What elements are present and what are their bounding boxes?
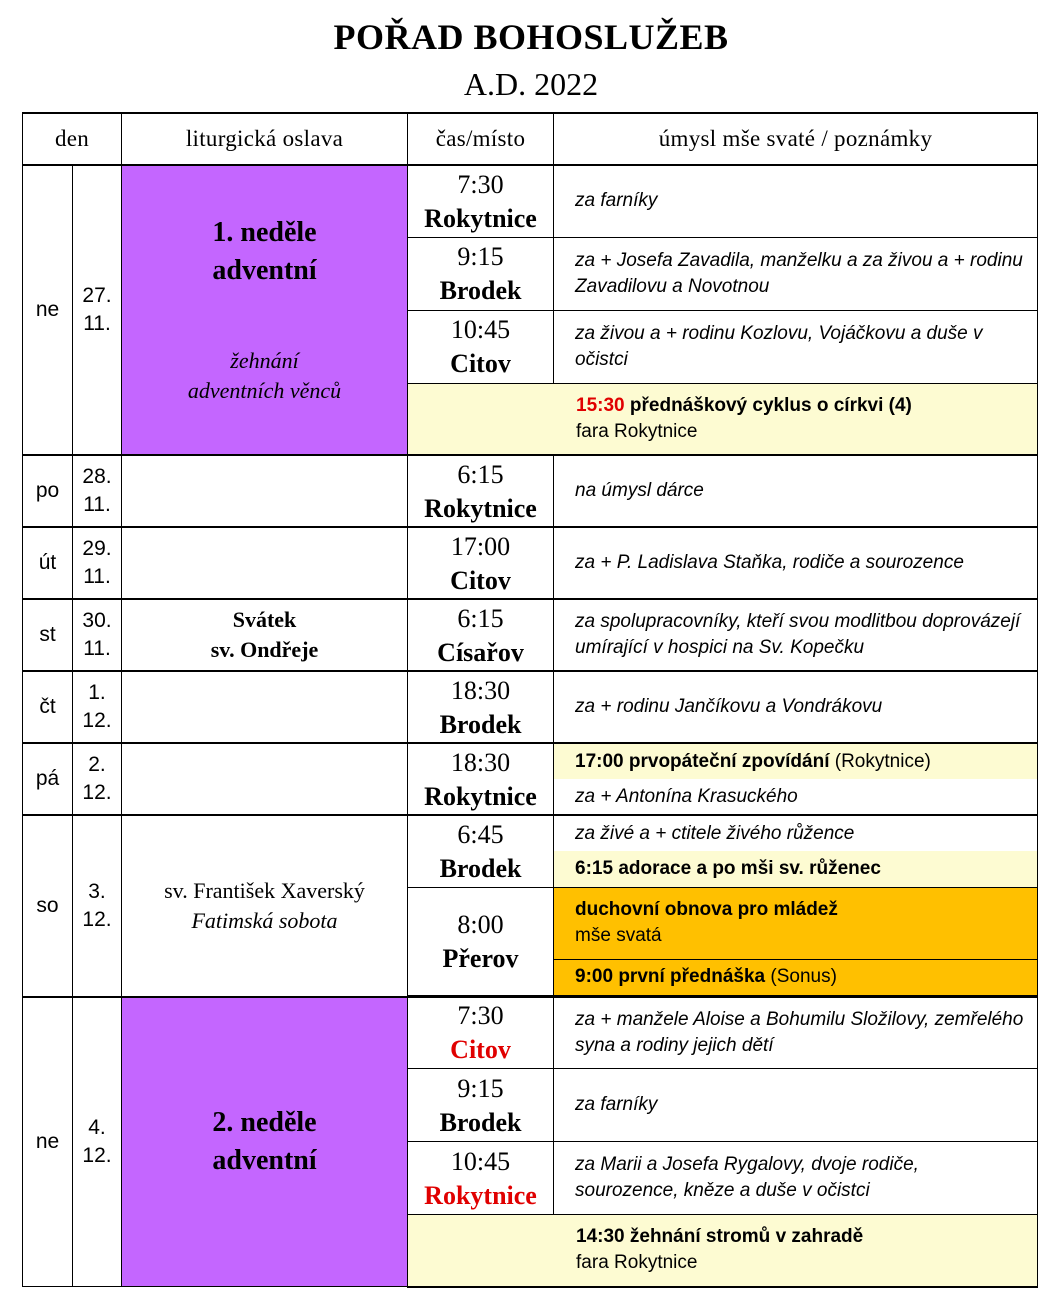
day-of-week: so	[23, 815, 73, 997]
liturgy-cell: 2. neděle adventní	[122, 997, 408, 1287]
date-cell: 4. 12.	[73, 997, 122, 1287]
liturgy-cell	[122, 527, 408, 599]
mass-time-place: 6:15 Rokytnice	[408, 455, 554, 527]
event-note: 15:30 přednáškový cyklus o církvi (4) fara Rokytnice	[408, 383, 1038, 455]
date-cell: 30. 11.	[73, 599, 122, 671]
event-note: duchovní obnova pro mládež mše svatá	[554, 887, 1038, 959]
mass-time-place: 7:30 Citov	[408, 997, 554, 1069]
date-cell: 3. 12.	[73, 815, 122, 997]
mass-time-place: 10:45 Citov	[408, 310, 554, 383]
mass-intention: za farníky	[554, 1069, 1038, 1142]
mass-time-place: 6:45 Brodek	[408, 815, 554, 887]
date-cell: 1. 12.	[73, 671, 122, 743]
table-row	[23, 599, 1038, 671]
mass-intention: za + rodinu Jančíkovu a Vondrákovu	[554, 671, 1038, 743]
mass-time-place: 7:30 Rokytnice	[408, 165, 554, 237]
mass-time-place: 18:30 Brodek	[408, 671, 554, 743]
liturgy-cell	[122, 743, 408, 815]
event-note: 6:15 adorace a po mši sv. růženec	[554, 851, 1038, 887]
mass-intention: za + Antonína Krasuckého	[554, 779, 1038, 815]
mass-time-place: 6:15 Císařov	[408, 599, 554, 671]
table-row	[23, 815, 1038, 851]
col-header-cas: čas/místo	[408, 113, 554, 165]
table-row	[23, 671, 1038, 743]
event-note: 17:00 prvopáteční zpovídání (Rokytnice)	[554, 743, 1038, 779]
mass-time-place: 10:45 Rokytnice	[408, 1142, 554, 1215]
day-of-week: st	[23, 599, 73, 671]
col-header-liturgie: liturgická oslava	[122, 113, 408, 165]
page-title: POŘAD BOHOSLUŽEB	[333, 17, 729, 57]
mass-time-place: 18:30 Rokytnice	[408, 743, 554, 815]
mass-intention: za farníky	[554, 165, 1038, 237]
mass-intention: na úmysl dárce	[554, 455, 1038, 527]
col-header-umysl: úmysl mše svaté / poznámky	[554, 113, 1038, 165]
mass-time-place: 9:15 Brodek	[408, 1069, 554, 1142]
mass-intention: za + P. Ladislava Staňka, rodiče a sourozence	[554, 527, 1038, 599]
mass-intention: za + Josefa Zavadila, manželku a za živou a + rodinu Zavadilovu a Novotnou	[554, 237, 1038, 310]
day-of-week: čt	[23, 671, 73, 743]
schedule-table	[22, 112, 1038, 1288]
liturgy-cell	[122, 671, 408, 743]
mass-intention: za živé a + ctitele živého růžence	[554, 815, 1038, 851]
mass-intention: za + manžele Aloise a Bohumilu Složilovy, zemřelého syna a rodiny jejich dětí	[554, 997, 1038, 1069]
mass-time-place: 8:00 Přerov	[408, 887, 554, 995]
event-note: 14:30 žehnání stromů v zahradě fara Rokytnice	[408, 1215, 1038, 1287]
mass-time-place: 17:00 Citov	[408, 527, 554, 599]
day-of-week: ne	[23, 165, 73, 455]
table-row	[23, 527, 1038, 599]
liturgy-cell	[122, 455, 408, 527]
mass-intention: za spolupracovníky, kteří svou modlitbou doprovázejí umírající v hospici na Sv. Kopečku	[554, 599, 1038, 671]
day-of-week: pá	[23, 743, 73, 815]
header-row	[23, 113, 1038, 165]
page-subtitle: A.D. 2022	[463, 66, 599, 102]
col-header-den: den	[23, 113, 122, 165]
date-cell: 28. 11.	[73, 455, 122, 527]
table-row	[23, 743, 1038, 779]
event-note: 9:00 první přednáška (Sonus)	[554, 959, 1038, 995]
day-of-week: ne	[23, 997, 73, 1287]
table-row	[23, 455, 1038, 527]
liturgy-cell: Svátek sv. Ondřeje	[122, 599, 408, 671]
date-cell: 27. 11.	[73, 165, 122, 455]
date-cell: 29. 11.	[73, 527, 122, 599]
table-row	[23, 997, 1038, 1069]
mass-intention: za Marii a Josefa Rygalovy, dvoje rodiče, sourozence, kněze a duše v očistci	[554, 1142, 1038, 1215]
day-of-week: út	[23, 527, 73, 599]
liturgy-cell: sv. František Xaverský Fatimská sobota	[122, 815, 408, 997]
liturgy-cell: 1. neděle adventní žehnání adventních věnců	[122, 165, 408, 455]
date-cell: 2. 12.	[73, 743, 122, 815]
mass-time-place: 9:15 Brodek	[408, 237, 554, 310]
table-row	[23, 165, 1038, 237]
day-of-week: po	[23, 455, 73, 527]
mass-intention: za živou a + rodinu Kozlovu, Vojáčkovu a duše v očistci	[554, 310, 1038, 383]
